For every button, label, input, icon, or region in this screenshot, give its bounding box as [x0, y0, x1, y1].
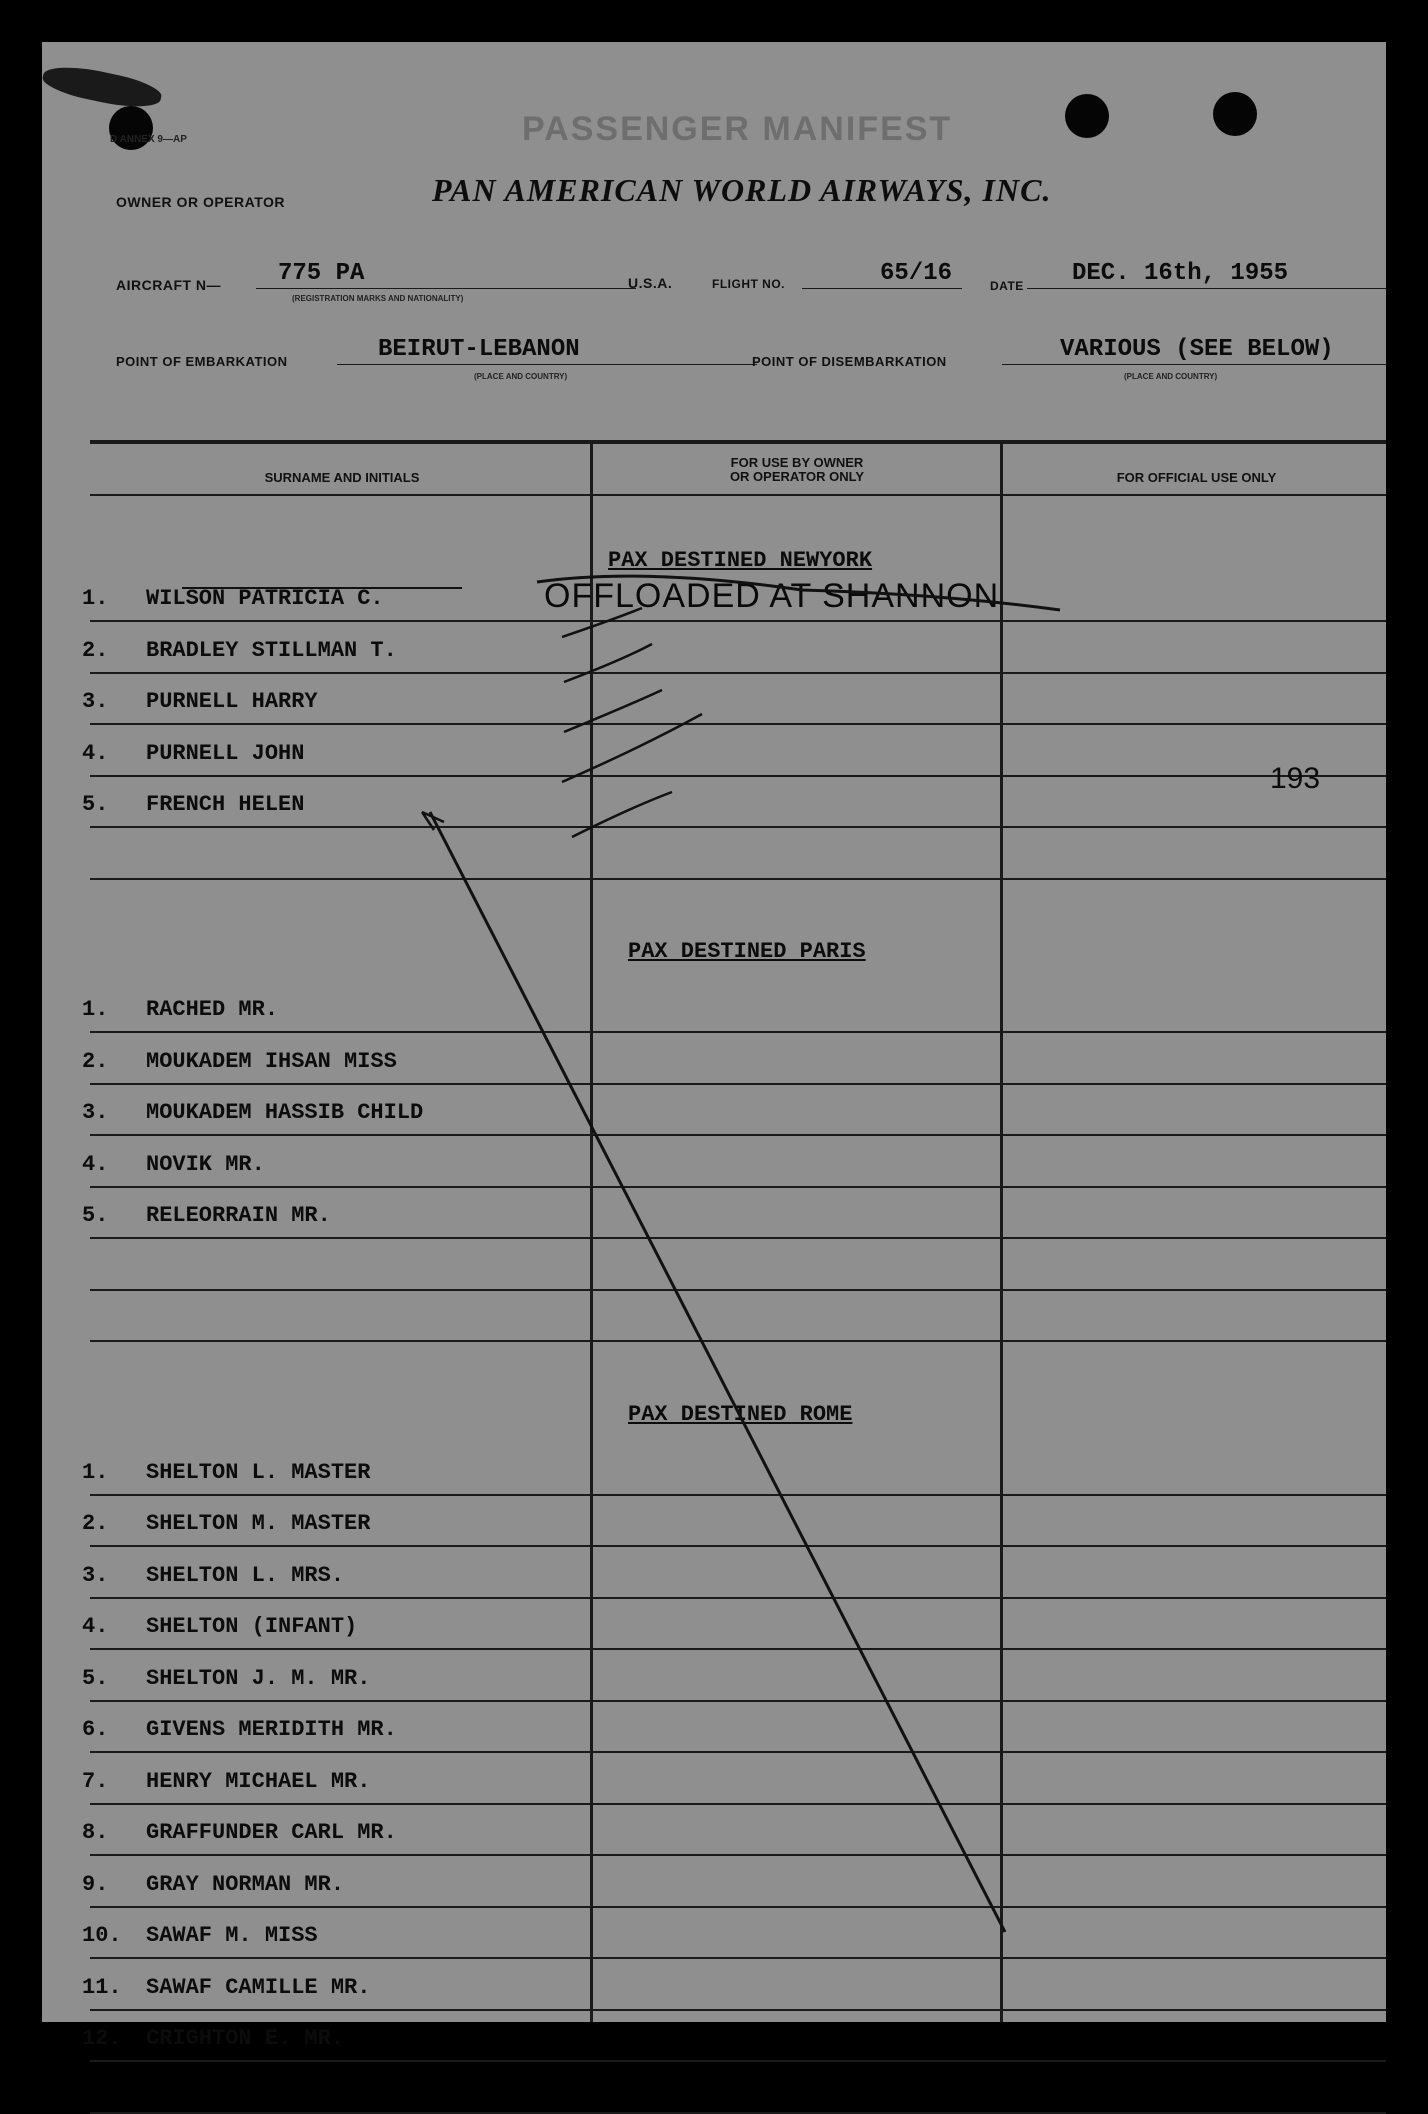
- usa-label: U.S.A.: [628, 275, 673, 291]
- passenger-name: GRAY NORMAN MR.: [146, 1871, 345, 1897]
- owner-value: PAN AMERICAN WORLD AIRWAYS, INC.: [432, 172, 1052, 208]
- ditto-mark-3: [564, 690, 662, 732]
- date-value: DEC. 16th, 1955: [1072, 260, 1289, 287]
- passenger-name: FRENCH HELEN: [146, 792, 305, 817]
- passenger-number: 2.: [82, 637, 109, 663]
- passenger-number: 4.: [82, 1151, 109, 1177]
- passenger-number: 11.: [82, 1974, 122, 2000]
- flight-value: 65/16: [880, 260, 953, 287]
- passenger-number: 7.: [82, 1768, 109, 1794]
- embark-label: POINT OF EMBARKATION: [116, 354, 288, 369]
- embark-value: BEIRUT-LEBANON: [378, 336, 580, 363]
- passenger-name: SHELTON M. MASTER: [146, 1511, 371, 1536]
- passenger-row: [82, 2026, 344, 2051]
- official-number: 193: [1270, 762, 1321, 795]
- offloaded-stamp: OFFLOADED AT SHANNON: [544, 577, 1000, 615]
- group-heading: PAX DESTINED NEWYORK: [608, 548, 873, 573]
- passenger-name: HENRY MICHAEL MR.: [146, 1768, 371, 1794]
- passenger-number: 10.: [82, 1923, 122, 1948]
- passenger-name: MOUKADEM IHSAN MISS: [146, 1048, 397, 1074]
- ditto-mark-1: [562, 608, 642, 637]
- column-header-surname: SURNAME AND INITIALS: [264, 470, 420, 485]
- aircraft-label: AIRCRAFT N—: [116, 277, 222, 293]
- passenger-name: NOVIK MR.: [146, 1151, 265, 1177]
- disembark-caption: (PLACE AND COUNTRY): [1124, 372, 1218, 381]
- passenger-number: 1.: [82, 1459, 109, 1485]
- disembark-value: VARIOUS (SEE BELOW): [1060, 336, 1334, 363]
- passenger-number: 4.: [82, 1614, 109, 1639]
- passenger-number: 2.: [82, 1511, 109, 1536]
- pen-marks: [42, 42, 1386, 2022]
- group-heading: PAX DESTINED ROME: [628, 1401, 853, 1427]
- date-label: DATE: [990, 279, 1024, 293]
- passenger-name: SHELTON J. M. MR.: [146, 1665, 371, 1691]
- passenger-number: 3.: [82, 1562, 109, 1588]
- passenger-number: 12.: [82, 2026, 122, 2051]
- passenger-number: 3.: [82, 689, 109, 714]
- passenger-name: MOUKADEM HASSIB CHILD: [146, 1100, 424, 1125]
- ditto-mark-2: [564, 644, 652, 682]
- ditto-mark-5: [572, 792, 672, 837]
- passenger-name: RACHED MR.: [146, 997, 279, 1022]
- registration-caption: (REGISTRATION MARKS AND NATIONALITY): [292, 294, 464, 303]
- passenger-number: 1.: [82, 997, 109, 1022]
- passenger-number: 6.: [82, 1717, 109, 1742]
- row-rule: [90, 2060, 1386, 2062]
- blank-row-rule: [90, 2112, 1386, 2114]
- passenger-name: BRADLEY STILLMAN T.: [146, 637, 397, 663]
- passenger-number: 5.: [82, 1203, 109, 1228]
- passenger-number: 5.: [82, 792, 109, 817]
- passenger-number: 3.: [82, 1100, 109, 1125]
- passenger-name: PURNELL HARRY: [146, 689, 318, 714]
- owner-use-line2: OR OPERATOR ONLY: [729, 469, 865, 484]
- passenger-name: SAWAF M. MISS: [146, 1923, 318, 1948]
- passenger-name: WILSON PATRICIA C.: [146, 586, 384, 611]
- shannon-swoosh: [537, 576, 1060, 610]
- passenger-number: 2.: [82, 1048, 109, 1074]
- passenger-name: SHELTON L. MRS.: [146, 1562, 345, 1588]
- owner-label: OWNER OR OPERATOR: [116, 194, 285, 210]
- passenger-name: SHELTON L. MASTER: [146, 1459, 371, 1485]
- passenger-name: SAWAF CAMILLE MR.: [146, 1974, 371, 2000]
- owner-use-line1: FOR USE BY OWNER: [730, 455, 864, 470]
- embark-caption: (PLACE AND COUNTRY): [474, 372, 568, 381]
- disembark-label: POINT OF DISEMBARKATION: [752, 354, 947, 369]
- annex-label: D ANNEX 9—AP: [110, 134, 187, 145]
- manifest-sheet: [42, 42, 1386, 2051]
- passenger-name: GIVENS MERIDITH MR.: [146, 1717, 397, 1742]
- passenger-name: PURNELL JOHN: [146, 740, 305, 766]
- passenger-name: RELEORRAIN MR.: [146, 1203, 331, 1228]
- column-header-official: FOR OFFICIAL USE ONLY: [1116, 470, 1277, 485]
- passenger-number: 8.: [82, 1820, 109, 1845]
- flight-label: FLIGHT NO.: [712, 277, 785, 291]
- passenger-number: 9.: [82, 1871, 109, 1897]
- passenger-name: SHELTON (INFANT): [146, 1614, 358, 1639]
- passenger-name: GRAFFUNDER CARL MR.: [146, 1820, 397, 1845]
- aircraft-value: 775 PA: [278, 260, 365, 287]
- passenger-number: 5.: [82, 1665, 109, 1691]
- passenger-name: CRIGHTON E. MR.: [146, 2026, 345, 2051]
- passenger-number: 4.: [82, 740, 109, 766]
- diagonal-cancel-line: [430, 812, 1005, 1932]
- passenger-number: 1.: [82, 586, 109, 611]
- group-heading: PAX DESTINED PARIS: [628, 939, 866, 964]
- form-title: PASSENGER MANIFEST: [522, 110, 953, 148]
